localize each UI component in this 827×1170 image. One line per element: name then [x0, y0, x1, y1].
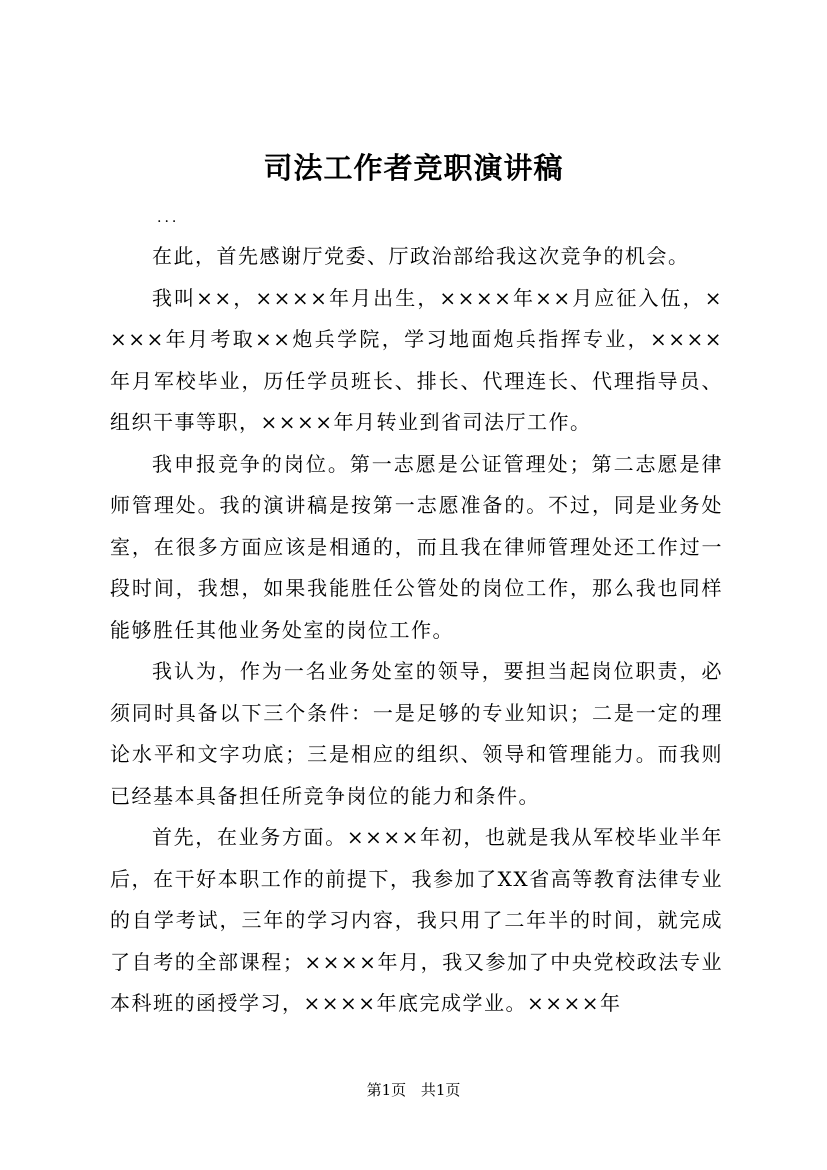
page-number-total: 共1页	[420, 1081, 461, 1099]
paragraph-conditions: 我认为，作为一名业务处室的领导，要担当起岗位职责，必须同时具备以下三个条件：一是足够的专业知识；二是一定的理论水平和文字功底；三是相应的组织、领导和管理能力。而我则已经基本具备担任所竞争岗位的能力和条件。	[110, 659, 723, 808]
page-footer	[0, 1080, 827, 1100]
paragraph-thanks: 在此，首先感谢厅党委、厅政治部给我这次竞争的机会。	[152, 244, 690, 268]
paragraph-background: 我叫××，××××年月出生，××××年××月应征入伍，××××年月考取××炮兵学院，学习地面炮兵指挥专业，××××年月军校毕业，历任学员班长、排长、代理连长、代理指导员、组织干事等职，××××年月转业到省司法厅工作。	[110, 285, 723, 434]
page-number-current: 第1页	[366, 1081, 407, 1099]
ellipsis-marker: ...	[157, 210, 180, 226]
paragraph-business: 首先，在业务方面。××××年初，也就是我从军校毕业半年后，在干好本职工作的前提下，我参加了XX省高等教育法律专业的自学考试，三年的学习内容，我只用了二年半的时间，就完成了自考的全部课程；××××年月，我又参加了中央党校政法专业本科班的函授学习，××××年底完成学业。××××年	[110, 825, 723, 1015]
document-body	[110, 236, 723, 1025]
paragraph-position: 我申报竞争的岗位。第一志愿是公证管理处；第二志愿是律师管理处。我的演讲稿是按第一志愿准备的。不过，同是业务处室，在很多方面应该是相通的，而且我在律师管理处还工作过一段时间，我想，如果我能胜任公管处的岗位工作，那么我也同样能够胜任其他业务处室的岗位工作。	[110, 451, 723, 642]
document-title: 司法工作者竞职演讲稿	[263, 151, 564, 185]
